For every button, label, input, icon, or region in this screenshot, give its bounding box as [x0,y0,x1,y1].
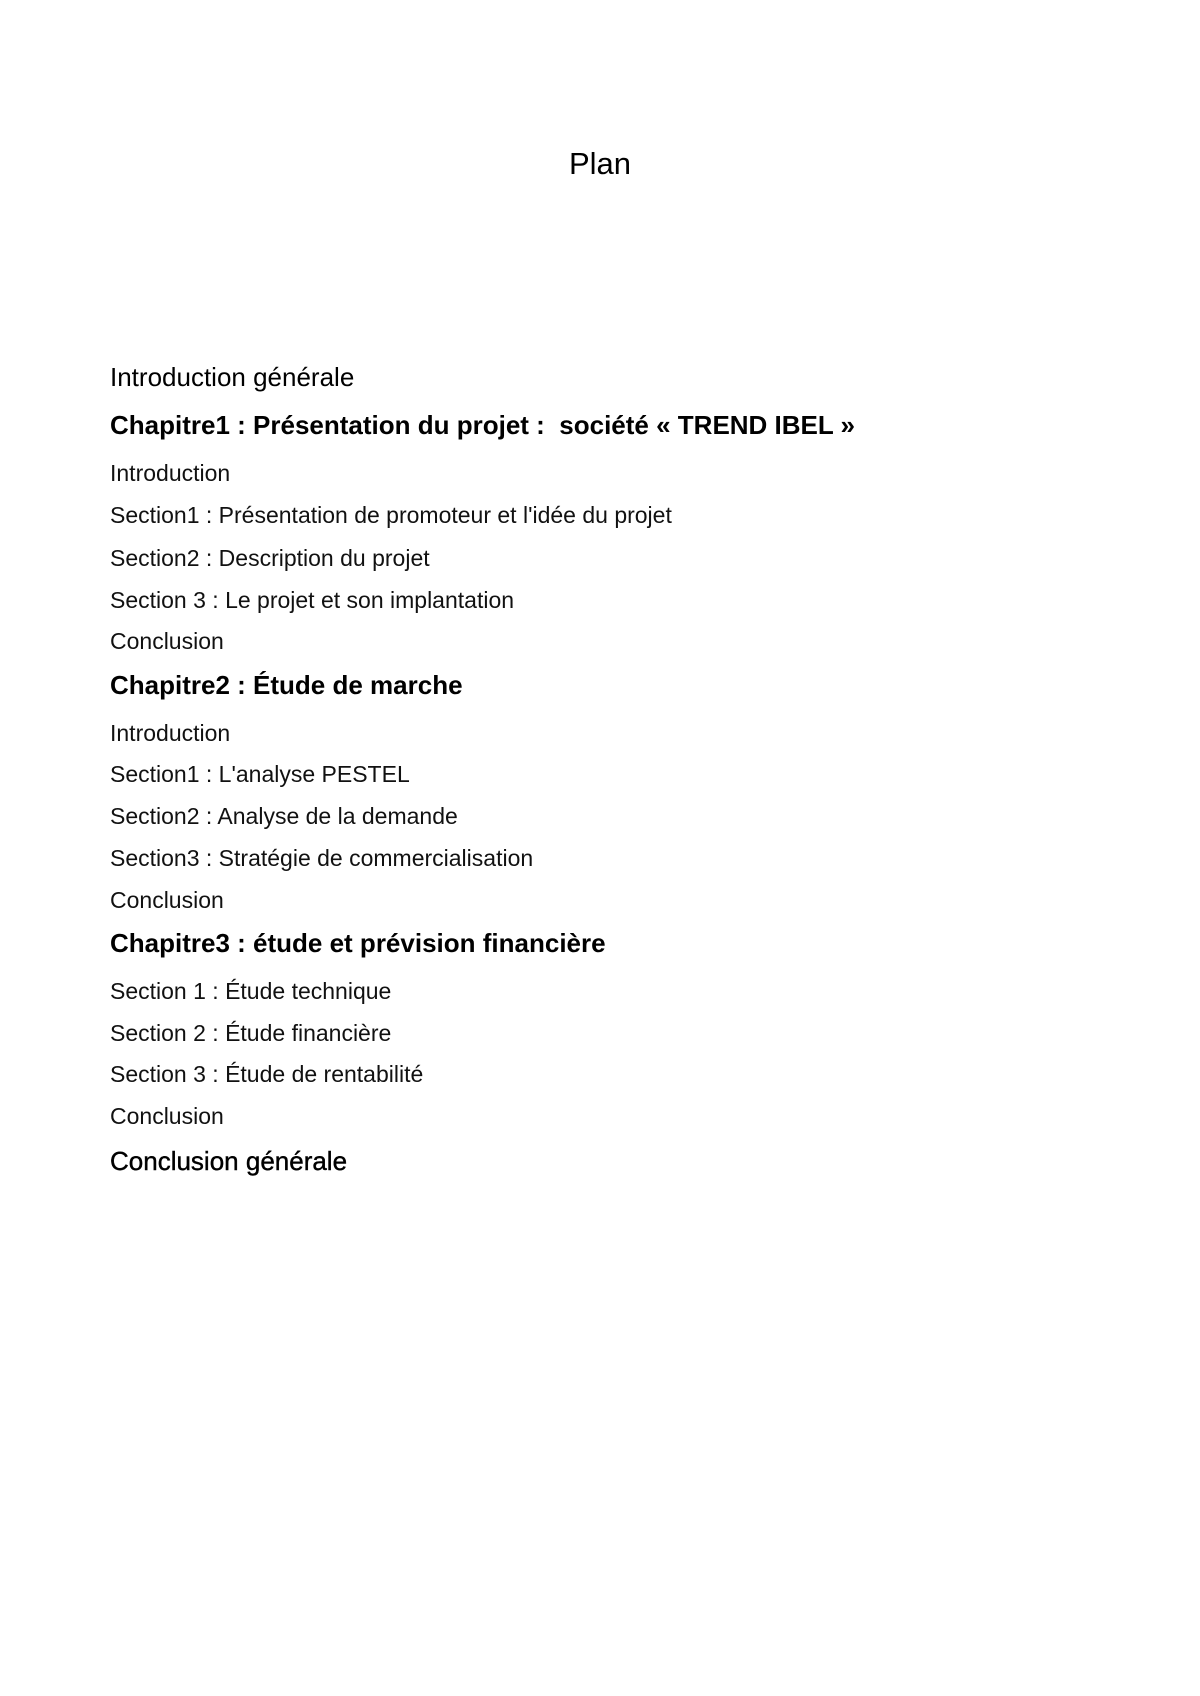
toc-ch3-section-2: Section 2 : Étude financière [110,1020,392,1046]
toc-ch2-section-2: Section2 : Analyse de la demande [110,803,458,829]
plan-title: Plan [568,146,632,181]
toc-ch1-conclusion: Conclusion [110,628,224,654]
toc-chapter-2: Chapitre2 : Étude de marche [110,670,463,700]
toc-ch1-section-2: Section2 : Description du projet [110,545,430,571]
toc-ch1-section-1: Section1 : Présentation de promoteur et l'idée du projet [110,502,672,528]
toc-ch3-section-3: Section 3 : Étude de rentabilité [110,1061,424,1087]
toc-ch3-section-1: Section 1 : Étude technique [110,978,392,1004]
toc-entry-introduction-generale: Introduction générale [110,362,355,392]
toc-ch2-conclusion: Conclusion [110,887,224,913]
toc-ch2-introduction: Introduction [110,720,231,746]
toc-ch2-section-1: Section1 : L'analyse PESTEL [110,761,410,787]
toc-ch2-section-3: Section3 : Stratégie de commercialisation [110,845,534,871]
toc-entry-conclusion-generale: Conclusion générale [110,1146,348,1176]
toc-ch1-section-3: Section 3 : Le projet et son implantation [110,587,515,613]
toc-chapter-1: Chapitre1 : Présentation du projet : société « TREND IBEL » [110,410,855,440]
toc-chapter-3: Chapitre3 : étude et prévision financière [110,928,606,958]
toc-ch1-introduction: Introduction [110,460,231,486]
toc-ch3-conclusion: Conclusion [110,1103,224,1129]
